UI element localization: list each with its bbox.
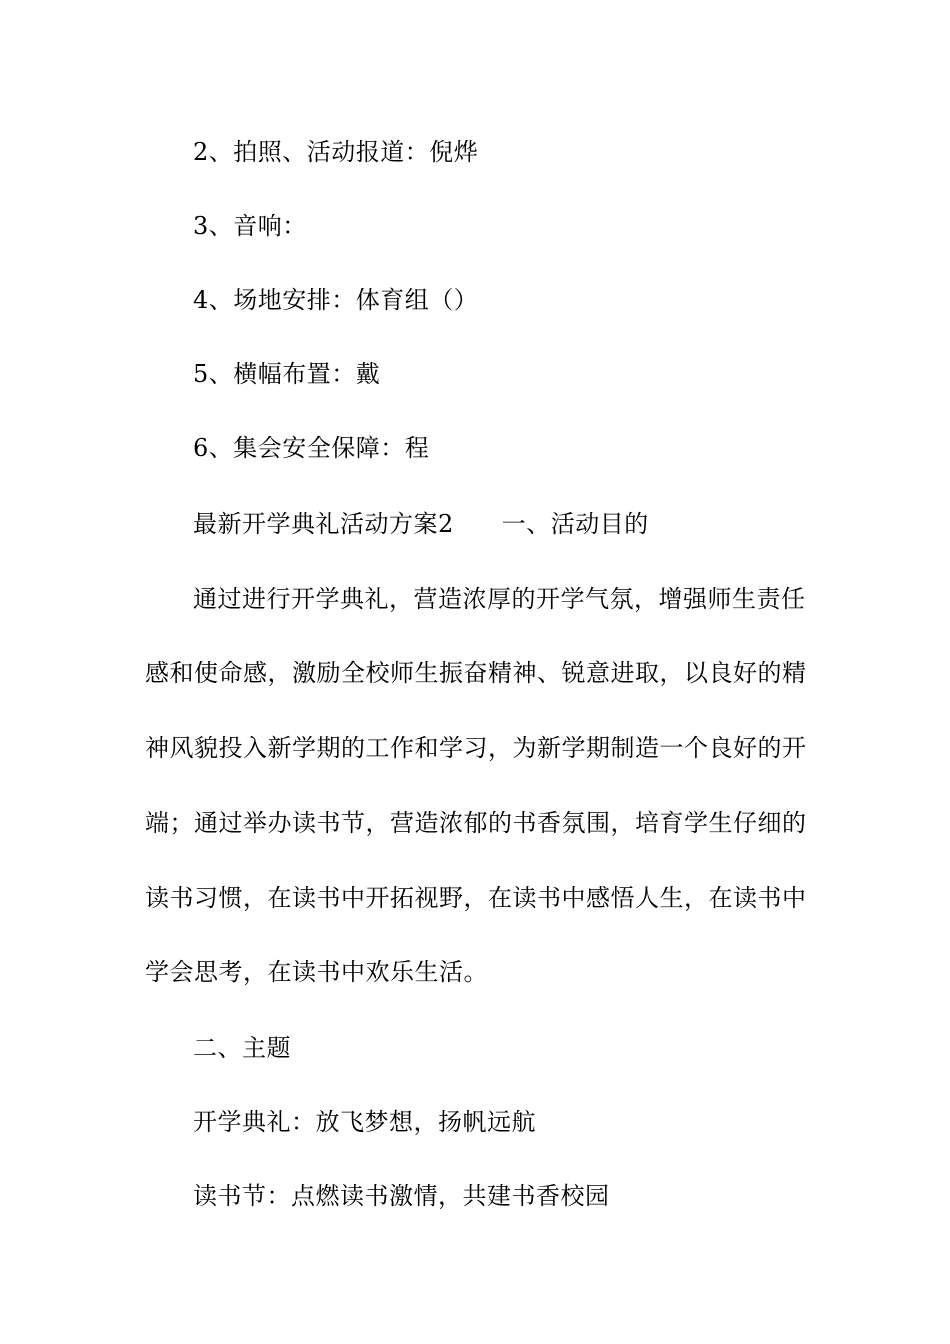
- section-heading: [193, 509, 863, 539]
- paragraph-line: 通过进行开学典礼，营造浓厚的开学气氛，增强师生责任: [193, 585, 806, 613]
- list-item-banner: 5、横幅布置：戴: [193, 360, 381, 388]
- theme-heading: 二、主题: [193, 1034, 291, 1062]
- paragraph-line: 学会思考，在读书中欢乐生活。: [145, 958, 488, 986]
- list-item-sound: 3、音响：: [193, 212, 307, 240]
- section-title: 最新开学典礼活动方案2: [193, 510, 454, 538]
- theme-item-ceremony: 开学典礼：放飞梦想，扬帆远航: [193, 1108, 536, 1136]
- list-item-safety: 6、集会安全保障：程: [193, 434, 430, 462]
- list-item-venue: 4、场地安排：体育组（）: [193, 286, 479, 314]
- paragraph-line: 神风貌投入新学期的工作和学习，为新学期制造一个良好的开: [145, 734, 807, 762]
- list-item-photo: 2、拍照、活动报道：倪烨: [193, 138, 479, 166]
- paragraph-line: 端；通过举办读书节，营造浓郁的书香氛围，培育学生仔细的: [145, 809, 807, 837]
- section-subheading: 一、活动目的: [501, 510, 649, 538]
- theme-item-reading-festival: 读书节：点燃读书激情，共建书香校园: [193, 1182, 610, 1210]
- paragraph-line: 感和使命感，激励全校师生振奋精神、锐意进取，以良好的精: [145, 659, 807, 687]
- paragraph-line: 读书习惯，在读书中开拓视野，在读书中感悟人生，在读书中: [145, 884, 807, 912]
